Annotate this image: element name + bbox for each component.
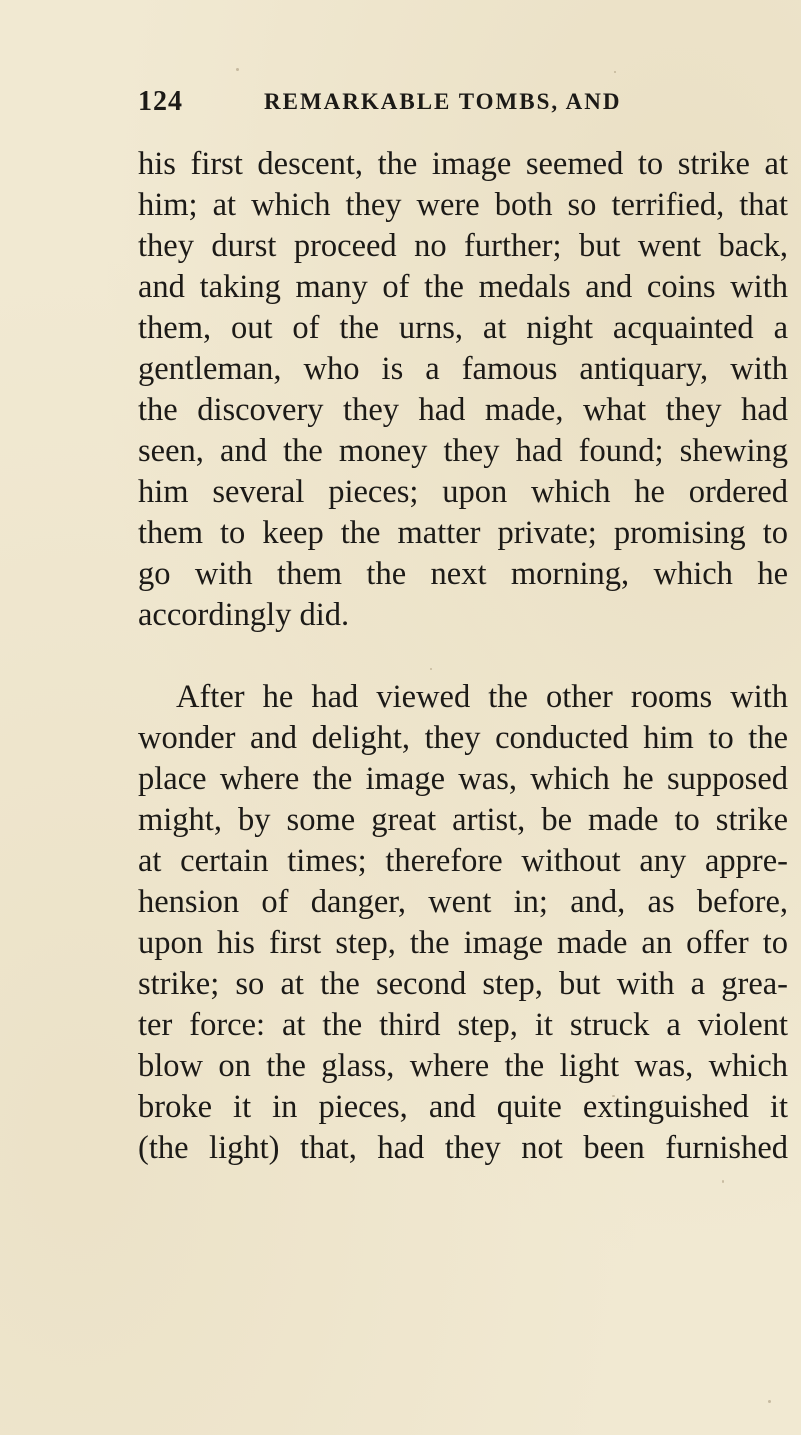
text-line: at certain times; therefore without any appre- [138,843,788,879]
running-title: REMARKABLE TOMBS, AND [264,89,622,114]
text-line: his first descent, the image seemed to strike at [138,146,788,182]
text-line: seen, and the money they had found; shewing [138,433,788,469]
text-line: After he had viewed the other rooms with [176,679,788,715]
text-line: blow on the glass, where the light was, which [138,1048,788,1084]
paper-fleck [768,1400,771,1403]
text-line: place where the image was, which he supposed [138,761,788,797]
text-line: them to keep the matter private; promising to [138,515,788,551]
paragraph-gap [138,636,788,677]
text-line: they durst proceed no further; but went back, [138,228,788,264]
body-text [138,144,788,1169]
text-line: the discovery they had made, what they had [138,392,788,428]
text-line: go with them the next morning, which he [138,556,788,592]
paper-fleck [722,1180,724,1183]
text-line: wonder and delight, they conducted him to the [138,720,788,756]
page-number: 124 [138,86,183,117]
text-line: might, by some great artist, be made to strike [138,802,788,838]
paper-fleck [612,1095,615,1097]
text-line: upon his first step, the image made an offer to [138,925,788,961]
text-line: (the light) that, had they not been furnished [138,1130,788,1166]
paper-fleck [614,71,616,73]
text-line: hension of danger, went in; and, as before, [138,884,788,920]
text-line: accordingly did. [138,597,350,633]
paper-fleck [236,68,239,71]
paper-fleck [430,668,432,670]
text-line: and taking many of the medals and coins with [138,269,788,305]
text-line: strike; so at the second step, but with a grea- [138,966,788,1002]
text-line: broke it in pieces, and quite extinguished it [138,1089,788,1125]
text-line: gentleman, who is a famous antiquary, with [138,351,788,387]
running-head [138,86,778,126]
text-line: him; at which they were both so terrified, that [138,187,788,223]
text-line: them, out of the urns, at night acquainted a [138,310,788,346]
text-line: him several pieces; upon which he ordered [138,474,788,510]
text-line: ter force: at the third step, it struck a violent [138,1007,788,1043]
